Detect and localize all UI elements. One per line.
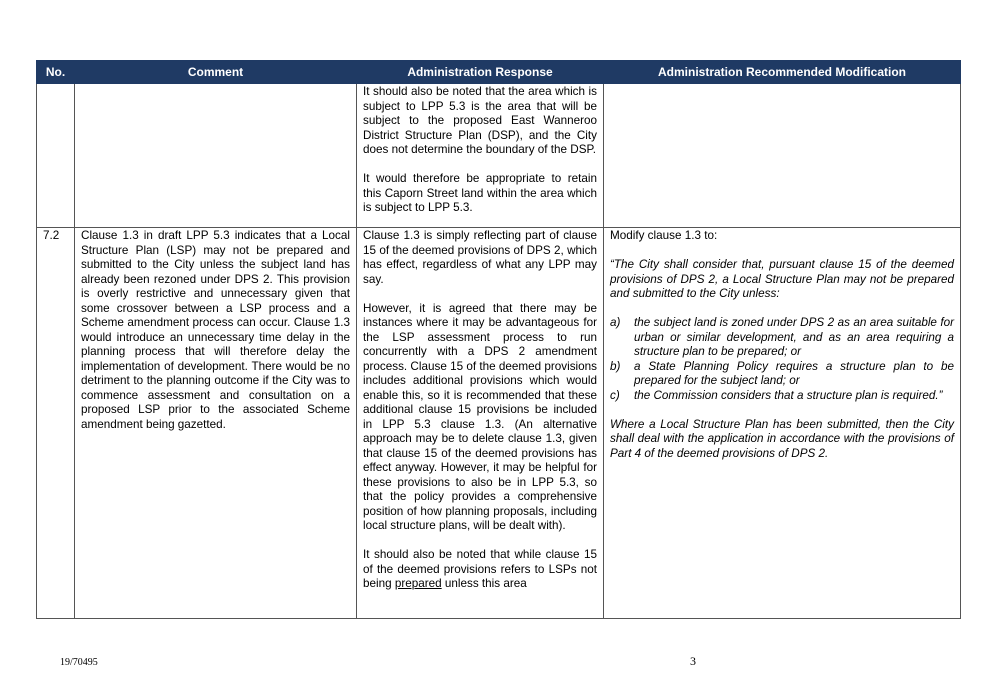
list-text: the subject land is zoned under DPS 2 as an area suitable for urban or similar development, and as an area requiring a structure plan to be prepared; or — [634, 316, 954, 358]
row1-no — [37, 84, 75, 228]
header-admin-modification: Administration Recommended Modification — [604, 61, 961, 84]
list-marker: a) — [610, 316, 621, 329]
row1-comment — [75, 84, 357, 228]
row2-response-para-3-end: unless this area — [441, 577, 527, 590]
header-comment: Comment — [75, 61, 357, 84]
row1-response — [357, 84, 604, 228]
modification-intro: Modify clause 1.3 to: — [610, 229, 718, 242]
document-reference: 19/70495 — [60, 657, 98, 668]
row2-response-para-1: Clause 1.3 is simply reflecting part of clause 15 of the deemed provisions of DPS 2, which has effect, regardless of what any LPP may say. — [363, 229, 597, 286]
row2-response-para-3-start: It should also be noted that while clause 15 of the deemed provisions refers to LSPs not being — [363, 548, 597, 590]
row1-modification — [604, 84, 961, 228]
row2-comment: Clause 1.3 in draft LPP 5.3 indicates that a Local Structure Plan (LSP) may not be prepared and submitted to the City unless the subject land has already been rezoned under DPS 2. This provision is overly restrictive and unnecessary given that some crossover between a LSP process and a Scheme amendment process can occur. Clause 1.3 would introduce an unnecessary time delay in the planning process that will therefore delay the implementation of development. There would be no detriment to the planning outcome if the City was to commence assessment and consultation on a proposed LSP prior to the associated Scheme amendment being gazetted. — [75, 228, 357, 619]
list-text: the Commission considers that a structure plan is required.” — [634, 388, 943, 402]
list-marker: b) — [610, 359, 621, 373]
table-header-row — [37, 61, 961, 84]
modification-list — [610, 316, 954, 403]
row2-response — [357, 228, 604, 619]
list-marker: c) — [610, 388, 620, 402]
list-item — [610, 360, 954, 389]
row2-response-para-2: However, it is agreed that there may be instances where it may be advantageous for the LSP assessment process to run concurrently with a DPS 2 amendment process. Clause 15 of the deemed provisions includes additional provisions which would enable this, so it is recommended that these additional clause 15 provisions be included in LPP 5.3 clause 1.3. (An alternative approach may be to delete clause 1.3, given that clause 15 of the deemed provisions has effect anyway. However, it may be helpful for these provisions to also be in LPP 5.3, so that the policy provides a comprehensive position of how planning proposals, including local structure plans, will be dealt with). — [363, 301, 597, 532]
table-row — [37, 84, 961, 228]
header-admin-response: Administration Response — [357, 61, 604, 84]
list-item — [610, 389, 954, 404]
row2-response-para-3 — [363, 548, 597, 592]
header-no: No. — [37, 61, 75, 84]
list-item — [610, 316, 954, 360]
row1-response-para-1: It should also be noted that the area which is subject to LPP 5.3 is the area that will be subject to the proposed East Wanneroo District Structure Plan (DSP), and the City does not determine the boundary of the DSP. — [363, 85, 597, 156]
row2-no: 7.2 — [37, 228, 75, 619]
modification-quote: “The City shall consider that, pursuant clause 15 of the deemed provisions of DPS 2, a Local Structure Plan may not be prepared and submitted to the City unless: — [610, 258, 954, 300]
table-row — [37, 228, 961, 619]
underlined-term: prepared — [394, 577, 442, 590]
submissions-table — [36, 60, 961, 619]
list-text: a State Planning Policy requires a structure plan to be prepared for the subject land; or — [634, 359, 954, 387]
row2-modification — [604, 228, 961, 619]
page-number: 3 — [690, 654, 696, 668]
modification-closing: Where a Local Structure Plan has been submitted, then the City shall deal with the application in accordance with the provisions of Part 4 of the deemed provisions of DPS 2. — [610, 417, 954, 460]
row1-response-para-2: It would therefore be appropriate to retain this Caporn Street land within the area which is subject to LPP 5.3. — [363, 172, 597, 214]
